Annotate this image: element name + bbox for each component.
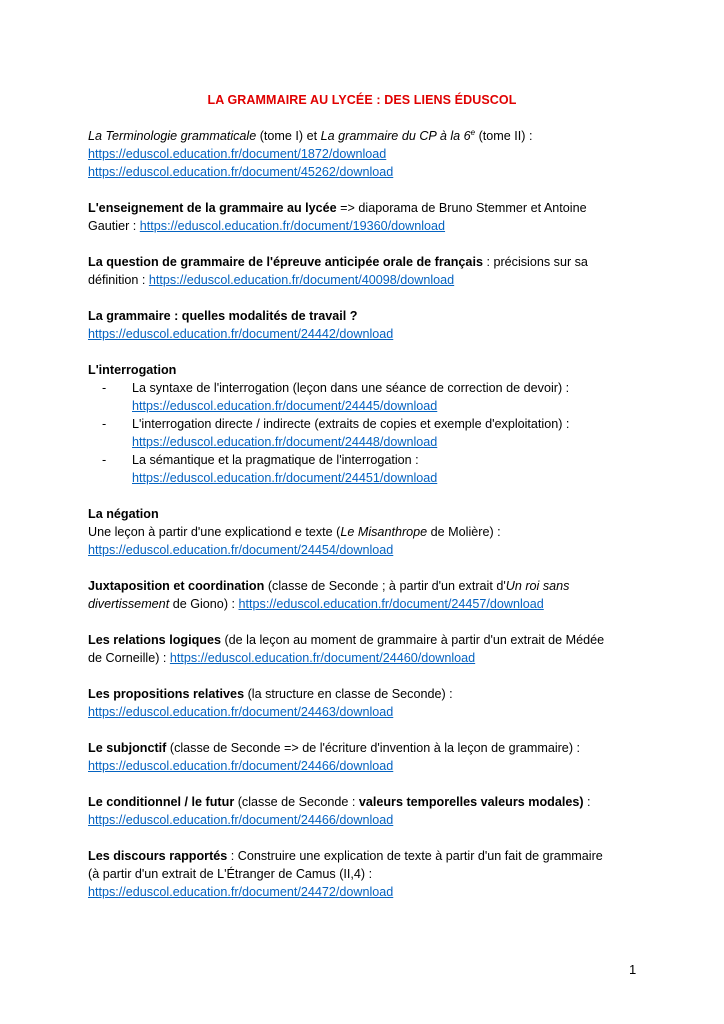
link-19360[interactable]: https://eduscol.education.fr/document/19360/download xyxy=(139,219,446,234)
section-interrogation: L'interrogation - La syntaxe de l'interrogation (leçon dans une séance de correction de devoir) : https://eduscol.education.fr/document/24445/download - L'interrogation directe / indirecte (extraits de copies et exemple d'exploitation) : https://eduscol.education.fr/document/24448/download - La sémantique et la pragmatique de l'interrogation : https://eduscol.education.fr/document/24451/download xyxy=(88,361,688,487)
list-item: - L'interrogation directe / indirecte (extraits de copies et exemple d'exploitation) : https://eduscol.education.fr/document/24448/download xyxy=(88,415,688,451)
section-enseignement: L'enseignement de la grammaire au lycée => diaporama de Bruno Stemmer et Antoine Gautier : https://eduscol.education.fr/document/19360/download xyxy=(88,201,587,234)
link-24466-b[interactable]: https://eduscol.education.fr/document/24466/download xyxy=(88,813,394,828)
link-24445[interactable]: https://eduscol.education.fr/document/24445/download xyxy=(132,399,438,414)
interrogation-list xyxy=(88,379,688,487)
section-juxtaposition: Juxtaposition et coordination (classe de Seconde ; à partir d'un extrait d'Un roi sans divertissement de Giono) : https://eduscol.education.fr/document/24457/download xyxy=(88,579,570,612)
page-title: LA GRAMMAIRE AU LYCÉE : DES LIENS ÉDUSCOL xyxy=(207,93,517,107)
section-question-grammaire: La question de grammaire de l'épreuve anticipée orale de français : précisions sur sa définition : https://eduscol.education.fr/document/40098/download xyxy=(88,255,588,288)
grammaire-cp-title: La grammaire du CP à la 6 xyxy=(320,129,471,144)
section-subjonctif: Le subjonctif (classe de Seconde => de l'écriture d'invention à la leçon de grammaire) : https://eduscol.education.fr/document/24466/download xyxy=(88,741,581,774)
section-terminologie: La Terminologie grammaticale (tome I) et La grammaire du CP à la 6e (tome II) : https://eduscol.education.fr/document/1872/download https://eduscol.education.fr/document/45262/download xyxy=(88,128,533,180)
list-item: - La sémantique et la pragmatique de l'interrogation : https://eduscol.education.fr/document/24451/download xyxy=(88,451,688,487)
page-number: 1 xyxy=(629,962,637,977)
link-24457[interactable]: https://eduscol.education.fr/document/24457/download xyxy=(238,597,544,612)
link-24442[interactable]: https://eduscol.education.fr/document/24442/download xyxy=(88,327,394,342)
link-24451[interactable]: https://eduscol.education.fr/document/24451/download xyxy=(132,471,438,486)
link-24466[interactable]: https://eduscol.education.fr/document/24466/download xyxy=(88,759,394,774)
link-24448[interactable]: https://eduscol.education.fr/document/24448/download xyxy=(132,435,438,450)
section-modalites: La grammaire : quelles modalités de travail ? https://eduscol.education.fr/document/24442/download xyxy=(88,309,394,342)
section-negation: La négation Une leçon à partir d'une explicationd e texte (Le Misanthrope de Molière) : https://eduscol.education.fr/document/24454/download xyxy=(88,507,501,558)
link-1872[interactable]: https://eduscol.education.fr/document/1872/download xyxy=(88,147,387,162)
terminologie-title: La Terminologie grammaticale xyxy=(88,129,257,144)
section-propositions-relatives: Les propositions relatives (la structure en classe de Seconde) : https://eduscol.education.fr/document/24463/download xyxy=(88,687,453,720)
section-conditionnel: Le conditionnel / le futur (classe de Seconde : valeurs temporelles valeurs modales) : https://eduscol.education.fr/document/24466/download xyxy=(88,795,591,828)
section-discours-rapportes: Les discours rapportés : Construire une explication de texte à partir d'un fait de grammaire (à partir d'un extrait de L'Étranger de Camus (II,4) : https://eduscol.education.fr/document/24472/download xyxy=(88,849,603,900)
section-relations-logiques: Les relations logiques (de la leçon au moment de grammaire à partir d'un extrait de Médée de Corneille) : https://eduscol.education.fr/document/24460/download xyxy=(88,633,605,666)
link-24454[interactable]: https://eduscol.education.fr/document/24454/download xyxy=(88,543,394,558)
link-24463[interactable]: https://eduscol.education.fr/document/24463/download xyxy=(88,705,394,720)
link-40098[interactable]: https://eduscol.education.fr/document/40098/download xyxy=(148,273,455,288)
list-item: - La syntaxe de l'interrogation (leçon dans une séance de correction de devoir) : https://eduscol.education.fr/document/24445/download xyxy=(88,379,688,415)
document-body xyxy=(88,124,688,919)
link-24472[interactable]: https://eduscol.education.fr/document/24472/download xyxy=(88,885,394,900)
link-45262[interactable]: https://eduscol.education.fr/document/45262/download xyxy=(88,165,394,180)
link-24460[interactable]: https://eduscol.education.fr/document/24460/download xyxy=(169,651,476,666)
